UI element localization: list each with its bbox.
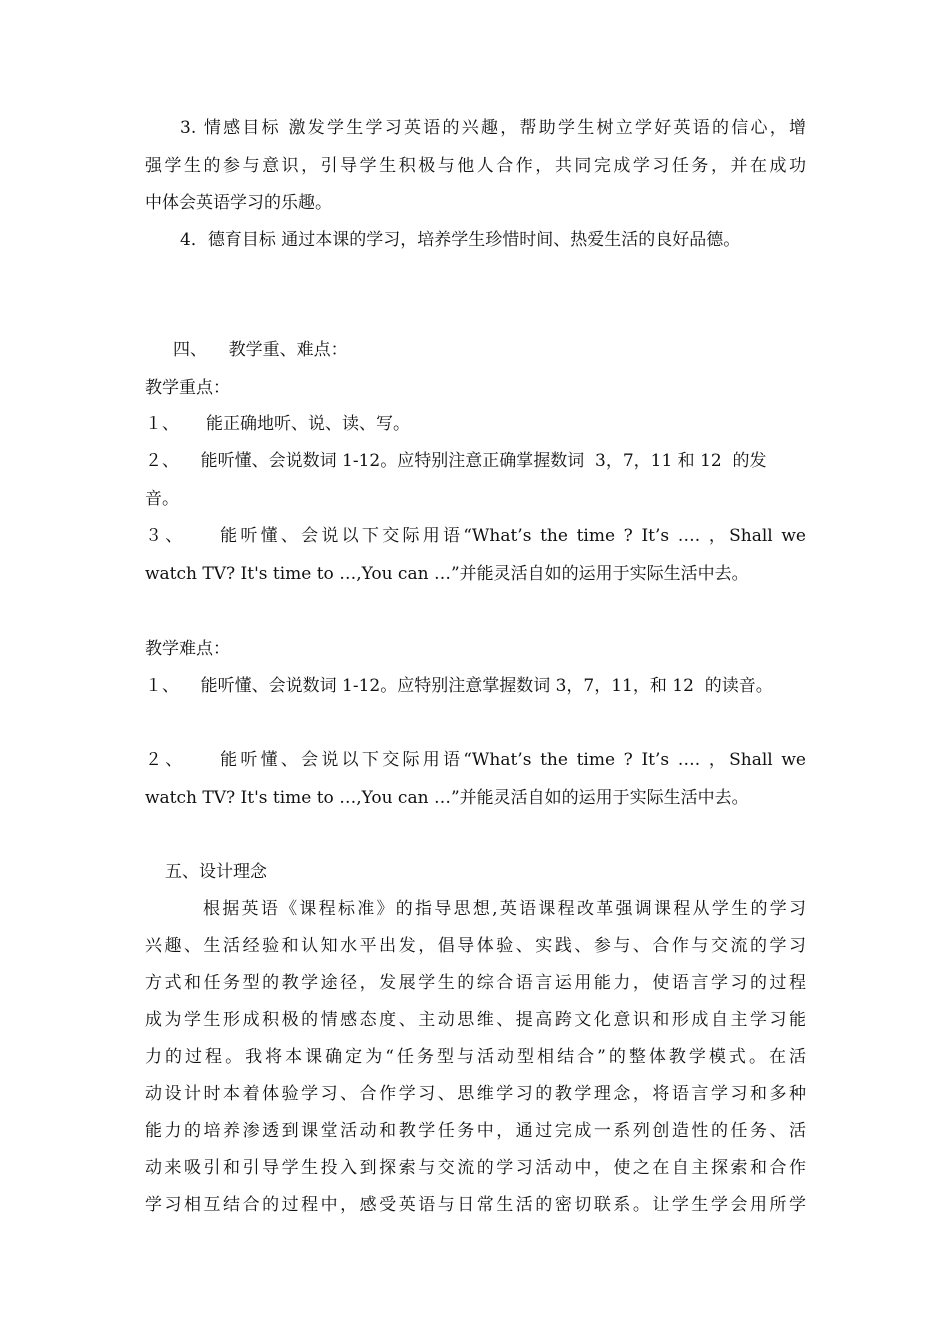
key-point-1: １、 能正确地听、说、读、写。 [145,414,411,434]
difficult-point-2-line-2: watch TV? It's time to …,You can …”并能灵活自如的运用于实际生活中去。 [145,788,749,808]
design-philosophy-line-4: 成为学生形成积极的情感态度、主动思维、提高跨文化意识和形成自主学习能 [145,1010,806,1030]
key-point-2-line-1: ２、 能听懂、会说数词 1-12。应特别注意正确掌握数词 3，7，11 和 12 的发 [145,451,767,471]
design-philosophy-line-9: 学习相互结合的过程中，感受英语与日常生活的密切联系。让学生学会用所学 [145,1195,806,1215]
section-5-heading: 五、设计理念 [165,862,267,882]
affective-goal-line-1: 3. 情感目标 激发学生学习英语的兴趣，帮助学生树立学好英语的信心，增 [180,118,806,138]
design-philosophy-line-8: 动来吸引和引导学生投入到探索与交流的学习活动中，使之在自主探索和合作 [145,1158,806,1178]
affective-goal-line-3: 中体会英语学习的乐趣。 [145,193,332,213]
affective-goal-line-2: 强学生的参与意识，引导学生积极与他人合作，共同完成学习任务，并在成功 [145,156,806,176]
difficult-point-2-line-1: ２、 能听懂、会说以下交际用语“What’s the time ? It’s …. ，Shall we [145,750,806,770]
design-philosophy-line-7: 能力的培养渗透到课堂活动和教学任务中，通过完成一系列创造性的任务、活 [145,1121,806,1141]
difficult-point-1: １、 能听懂、会说数词 1-12。应特别注意掌握数词 3，7，11，和 12 的读音。 [145,676,773,696]
key-points-title: 教学重点： [145,378,230,398]
key-point-3-line-1: ３、 能听懂、会说以下交际用语“What’s the time ? It’s …. ，Shall we [145,526,806,546]
section-4-heading: 四、 教学重、难点： [173,340,348,360]
moral-goal-line: 4．德育目标 通过本课的学习，培养学生珍惜时间、热爱生活的良好品德。 [180,230,741,250]
design-philosophy-line-6: 动设计时本着体验学习、合作学习、思维学习的教学理念，将语言学习和多种 [145,1084,806,1104]
design-philosophy-line-3: 方式和任务型的教学途径，发展学生的综合语言运用能力，使语言学习的过程 [145,973,806,993]
design-philosophy-line-1: 根据英语《课程标准》的指导思想,英语课程改革强调课程从学生的学习 [203,899,806,919]
key-point-3-line-2: watch TV? It's time to …,You can …”并能灵活自如的运用于实际生活中去。 [145,564,749,584]
difficult-points-title: 教学难点： [145,639,230,659]
key-point-2-line-2: 音。 [145,489,179,509]
design-philosophy-line-2: 兴趣、生活经验和认知水平出发，倡导体验、实践、参与、合作与交流的学习 [145,936,806,956]
design-philosophy-line-5: 力的过程。我将本课确定为“任务型与活动型相结合”的整体教学模式。在活 [145,1047,806,1067]
